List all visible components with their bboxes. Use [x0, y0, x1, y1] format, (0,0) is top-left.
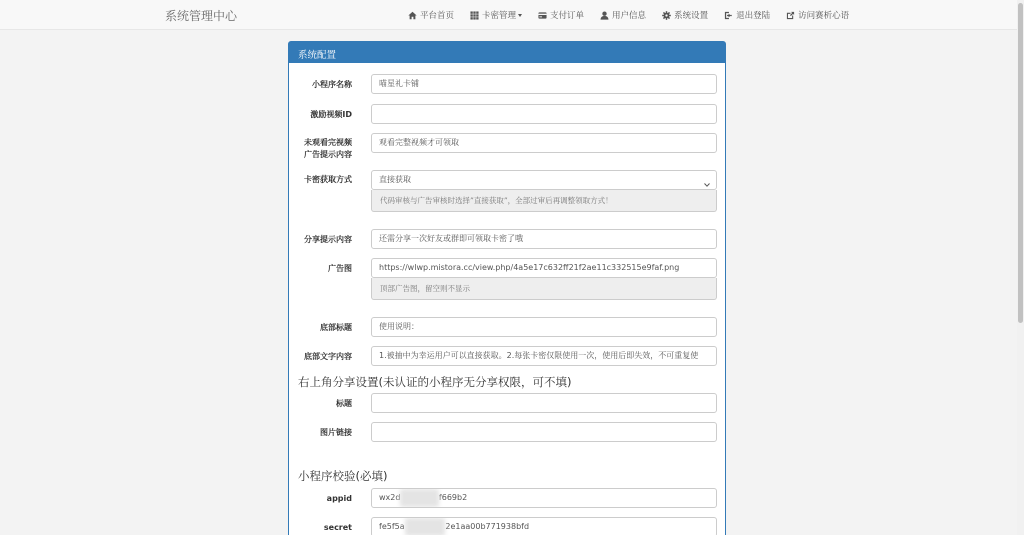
system-config-panel [288, 41, 726, 535]
nav-item-home[interactable] [408, 9, 454, 21]
appid-value-end: f669b2 [438, 493, 468, 502]
grid-icon [470, 11, 479, 20]
reward-video-id-label: 激励视频ID [310, 110, 352, 119]
appid-input[interactable] [371, 488, 717, 508]
nav-item-label: 卡密管理 [482, 11, 517, 21]
user-icon [600, 11, 609, 20]
share-settings-heading: 右上角分享设置(未认证的小程序无分享权限，可不填) [298, 375, 572, 389]
share-title-label: 标题 [336, 399, 352, 408]
nav-item-user-info[interactable] [600, 9, 646, 21]
nav-item-system-settings[interactable] [662, 9, 708, 21]
logout-icon [724, 11, 733, 20]
nav-item-label: 系统设置 [674, 11, 709, 21]
card-method-selected-value: 直接获取 [379, 175, 411, 184]
external-link-icon [786, 11, 795, 20]
card-method-help-text: 代码审核与广告审核时选择”直接获取”，全部过审后再调整领取方式！ [371, 190, 717, 212]
card-method-label: 卡密获取方式 [304, 175, 352, 184]
unwatched-tip-label-line2: 广告提示内容 [304, 150, 352, 159]
ad-image-label: 广告图 [328, 264, 352, 273]
appid-value-start: wx2d [379, 493, 401, 502]
caret-down-icon [518, 14, 522, 17]
secret-value-end: 2e1aa00b771938bfd [445, 522, 530, 531]
nav-item-logout[interactable] [724, 9, 770, 21]
home-icon [408, 11, 417, 20]
unwatched-tip-label-line1: 未观看完视频 [304, 138, 352, 147]
footer-title-input[interactable]: 使用说明： [371, 317, 717, 337]
nav-item-label: 退出登陆 [736, 11, 771, 21]
share-title-input[interactable] [371, 393, 717, 413]
card-method-select[interactable] [371, 170, 717, 190]
nav-item-label: 访问赛析心语 [798, 11, 850, 21]
verify-heading: 小程序校验(必填) [298, 469, 388, 483]
footer-text-label: 底部文字内容 [304, 352, 352, 361]
scrollbar-thumb[interactable] [1018, 3, 1023, 323]
image-link-input[interactable] [371, 422, 717, 442]
nav-item-visit-site[interactable] [786, 9, 849, 21]
nav-item-payment-orders[interactable] [538, 9, 584, 21]
app-name-input[interactable]: 喵星礼卡铺 [371, 74, 717, 94]
share-tip-label: 分享提示内容 [304, 235, 352, 244]
nav-item-label: 用户信息 [612, 11, 647, 21]
nav-item-card-management[interactable] [470, 9, 522, 21]
page-scrollbar[interactable] [1017, 0, 1024, 535]
panel-title: 系统配置 [289, 42, 725, 63]
nav-menu [408, 0, 865, 30]
footer-text-input[interactable]: 1.被抽中为幸运用户可以直接获取。2.每张卡密仅限使用一次，使用后即失效，不可重复使 [371, 346, 717, 366]
secret-value-start: fe5f5a [379, 522, 405, 531]
share-tip-input[interactable]: 还需分享一次好友或群即可领取卡密了哦 [371, 229, 717, 249]
nav-item-label: 支付订单 [550, 11, 585, 21]
app-name-label: 小程序名称 [312, 80, 352, 89]
reward-video-id-input[interactable] [371, 104, 717, 124]
secret-input[interactable] [371, 517, 717, 535]
appid-label: appid [326, 494, 352, 503]
gear-icon [662, 11, 671, 20]
card-icon [538, 11, 547, 20]
unwatched-tip-input[interactable]: 观看完整视频才可领取 [371, 133, 717, 153]
secret-label: secret [323, 523, 352, 532]
footer-title-label: 底部标题 [320, 323, 352, 332]
appid-redacted [400, 489, 438, 507]
brand-title[interactable]: 系统管理中心 [165, 9, 238, 23]
nav-item-label: 平台首页 [420, 11, 455, 21]
ad-image-help-text: 顶部广告图，留空则不显示 [371, 278, 717, 300]
chevron-down-icon [704, 177, 710, 183]
ad-image-input[interactable]: https://wlwp.mistora.cc/view.php/4a5e17c632ff21f2ae11c332515e9faf.png [371, 258, 717, 278]
secret-redacted [405, 518, 446, 535]
image-link-label: 图片链接 [320, 428, 352, 437]
top-navbar [0, 0, 1024, 30]
